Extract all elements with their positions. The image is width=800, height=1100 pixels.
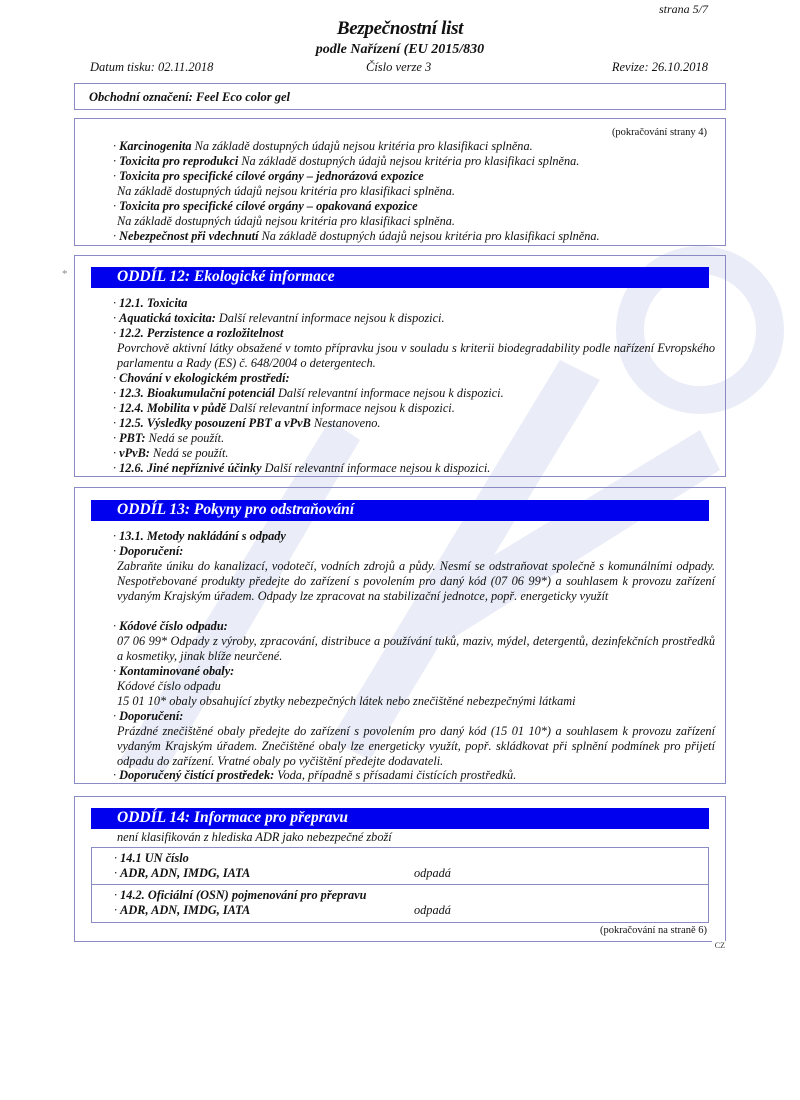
- list-item: · Toxicita pro specifické cílové orgány – opakovaná expozice: [113, 199, 418, 213]
- list-item: Kódové číslo odpadu: [117, 679, 221, 693]
- section-12-header: ODDÍL 12: Ekologické informace: [91, 267, 709, 288]
- list-item: · Doporučený čistící prostředek: Voda, případně s přísadami čistících prostředků.: [113, 768, 517, 782]
- list-item: · 12.5. Výsledky posouzení PBT a vPvB Nestanoveno.: [113, 416, 381, 430]
- page-number: strana 5/7: [658, 2, 708, 16]
- list-item: · 12.6. Jiné nepříznivé účinky Další relevantní informace nejsou k dispozici.: [113, 461, 491, 475]
- section-13: [74, 487, 726, 784]
- list-item: · Toxicita pro reprodukci Na základě dostupných údajů nejsou kritéria pro klasifikaci splněna.: [113, 154, 580, 168]
- row-value: odpadá: [414, 903, 451, 917]
- list-item: · Toxicita pro specifické cílové orgány – jednorázová expozice: [113, 169, 424, 183]
- section-14-header: ODDÍL 14: Informace pro přepravu: [91, 808, 709, 829]
- country-code: CZ: [712, 941, 728, 950]
- list-item: · vPvB: Nedá se použít.: [113, 446, 229, 460]
- disposal-paragraph: Zabraňte úniku do kanalizací, vodotečí, vodních zdrojů a půdy. Nesmí se odstraňovat společně s komunálními odpady. Nespotřebované produkty předejte do zařízení s povolením pro daný kód (07 06 99*) a souhlasem k provozu zařízení vydaným Krajským úřadem. Odpady lze zpracovat na stabilizační jednotce, popř. energeticky využít: [117, 559, 715, 604]
- continued-from: (pokračování strany 4): [611, 127, 707, 138]
- transport-note: není klasifikován z hlediska ADR jako nebezpečné zboží: [117, 830, 392, 844]
- trade-name: Obchodní označení: Feel Eco color gel: [89, 90, 291, 104]
- row-heading: · 14.1 UN číslo: [114, 851, 189, 865]
- list-item: · 12.2. Perzistence a rozložitelnost: [113, 326, 284, 340]
- waste-code-paragraph: 07 06 99* Odpady z výroby, zpracování, distribuce a používání tuků, maziv, mýdel, detergentů, dezinfekčních prostředků a kosmetiky, jinak blíže neurčené.: [117, 634, 715, 664]
- transport-row: [91, 847, 709, 885]
- list-item: · 12.4. Mobilita v půdě Další relevantní informace nejsou k dispozici.: [113, 401, 455, 415]
- list-item: · Chování v ekologickém prostředí:: [113, 371, 290, 385]
- document-title: Bezpečnostní list: [336, 18, 464, 39]
- section-12: [62, 255, 726, 477]
- print-date: Datum tisku: 02.11.2018: [90, 60, 214, 74]
- row-value: odpadá: [414, 866, 451, 880]
- list-item: · 12.3. Bioakumulační potenciál Další relevantní informace nejsou k dispozici.: [113, 386, 504, 400]
- row-label: · ADR, ADN, IMDG, IATA: [114, 866, 251, 880]
- list-item: · Karcinogenita Na základě dostupných údajů nejsou kritéria pro klasifikaci splněna.: [113, 139, 533, 153]
- list-item: · Kontaminované obaly:: [113, 664, 235, 678]
- list-item: · PBT: Nedá se použít.: [113, 431, 225, 445]
- change-marker: *: [62, 268, 68, 280]
- list-item: · 12.1. Toxicita: [113, 296, 188, 310]
- list-item: · Doporučení:: [113, 709, 184, 723]
- version-number: Číslo verze 3: [366, 60, 432, 74]
- section-13-header: ODDÍL 13: Pokyny pro odstraňování: [91, 500, 709, 521]
- continued-on: (pokračování na straně 6): [600, 925, 707, 936]
- list-item: Na základě dostupných údajů nejsou kritéria pro klasifikaci splněna.: [117, 214, 456, 228]
- section-14: [74, 796, 726, 950]
- document-subtitle: podle Nařízení (EU 2015/830: [315, 42, 485, 57]
- list-item: · 13.1. Metody nakládání s odpady: [113, 529, 286, 543]
- section-11-continuation: [74, 118, 726, 246]
- packaging-paragraph: Prázdné znečištěné obaly předejte do zařízení s povolením pro daný kód (15 01 10*) a souhlasem k provozu zařízení vydaným Krajským úřadem. Znečištěné obaly lze energeticky využít, popř. skládkovat při splnění podmínek pro přijetí odpadu do zařízení. Vratné obaly po vyčištění předejte dodavateli.: [117, 724, 715, 769]
- biodegradability-paragraph: Povrchově aktivní látky obsažené v tomto přípravku jsou v souladu s kriterii biodegradability podle nařízení Evropského parlamentu a Rady (ES) č. 648/2004 o detergentech.: [117, 341, 715, 371]
- list-item: · Kódové číslo odpadu:: [113, 619, 228, 633]
- transport-row: [91, 884, 709, 923]
- row-label: · ADR, ADN, IMDG, IATA: [114, 903, 251, 917]
- revision-date: Revize: 26.10.2018: [611, 60, 708, 74]
- trade-name-box: [74, 83, 726, 110]
- row-heading: · 14.2. Oficiální (OSN) pojmenování pro přepravu: [114, 888, 367, 902]
- list-item: Na základě dostupných údajů nejsou kritéria pro klasifikaci splněna.: [117, 184, 456, 198]
- list-item: · Aquatická toxicita: Další relevantní informace nejsou k dispozici.: [113, 311, 445, 325]
- list-item: 15 01 10* obaly obsahující zbytky nebezpečných látek nebo znečištěné nebezpečnými látkami: [117, 694, 576, 708]
- list-item: · Nebezpečnost při vdechnutí Na základě dostupných údajů nejsou kritéria pro klasifikaci splněna.: [113, 229, 600, 243]
- list-item: · Doporučení:: [113, 544, 184, 558]
